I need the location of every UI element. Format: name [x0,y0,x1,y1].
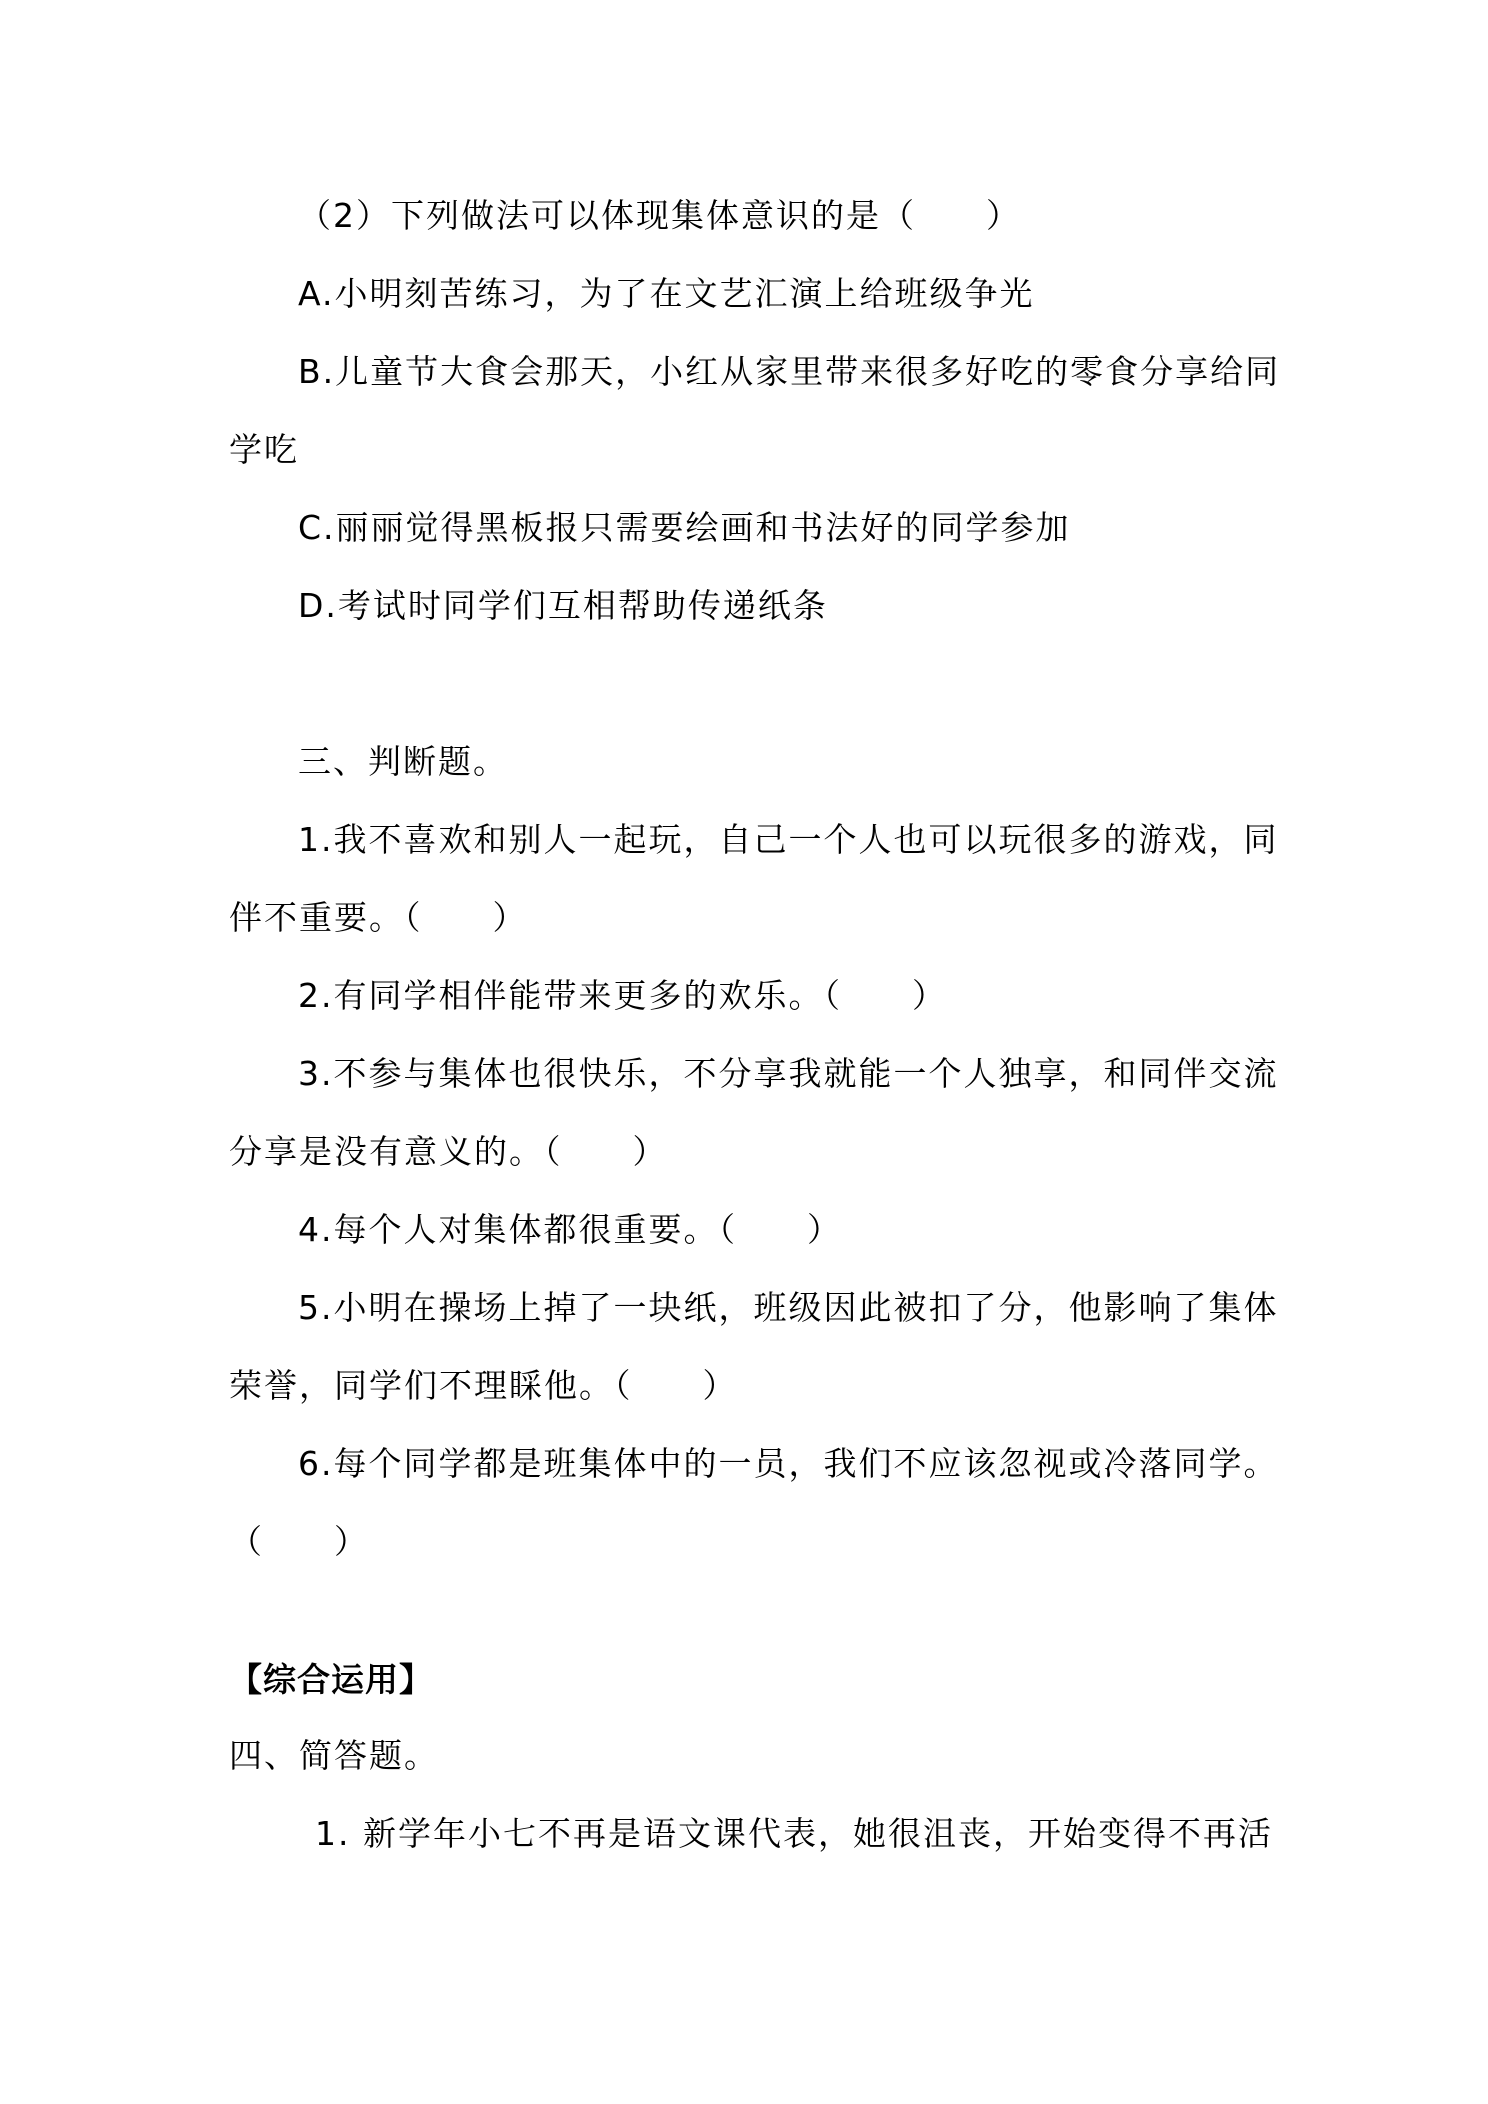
q2-option-b-line1: B.儿童节大食会那天，小红从家里带来很多好吃的零食分享给同 [298,352,1281,391]
section3-title: 三、判断题。 [298,742,508,781]
q2-option-a: A.小明刻苦练习，为了在文艺汇演上给班级争光 [298,274,1035,313]
section3-item-4: 4.每个人对集体都很重要。（ ） [298,1210,842,1249]
section3-item-6-line2: （ ） [229,1522,369,1561]
q2-option-b-line2: 学吃 [229,430,299,469]
section3-item-6-line1: 6.每个同学都是班集体中的一员，我们不应该忽视或冷落同学。 [298,1444,1279,1483]
section4-title: 四、简答题。 [229,1736,439,1775]
section3-item-1-line2: 伴不重要。（ ） [229,898,528,937]
section3-item-5-line2: 荣誉，同学们不理睬他。（ ） [229,1366,738,1405]
section3-item-2: 2.有同学相伴能带来更多的欢乐。（ ） [298,976,947,1015]
q2-option-c: C.丽丽觉得黑板报只需要绘画和书法好的同学参加 [298,508,1071,547]
section4-question-1-line1: 1. 新学年小七不再是语文课代表，她很沮丧，开始变得不再活 [315,1814,1273,1853]
comprehensive-heading: 【综合运用】 [229,1660,433,1699]
q2-stem: （2）下列做法可以体现集体意识的是（ ） [298,196,1021,235]
section3-item-3-line2: 分享是没有意义的。（ ） [229,1132,668,1171]
section3-item-5-line1: 5.小明在操场上掉了一块纸，班级因此被扣了分，他影响了集体 [298,1288,1279,1327]
q2-option-d: D.考试时同学们互相帮助传递纸条 [298,586,828,625]
section3-item-3-line1: 3.不参与集体也很快乐，不分享我就能一个人独享，和同伴交流 [298,1054,1279,1093]
section3-item-1-line1: 1.我不喜欢和别人一起玩，自己一个人也可以玩很多的游戏，同 [298,820,1279,859]
